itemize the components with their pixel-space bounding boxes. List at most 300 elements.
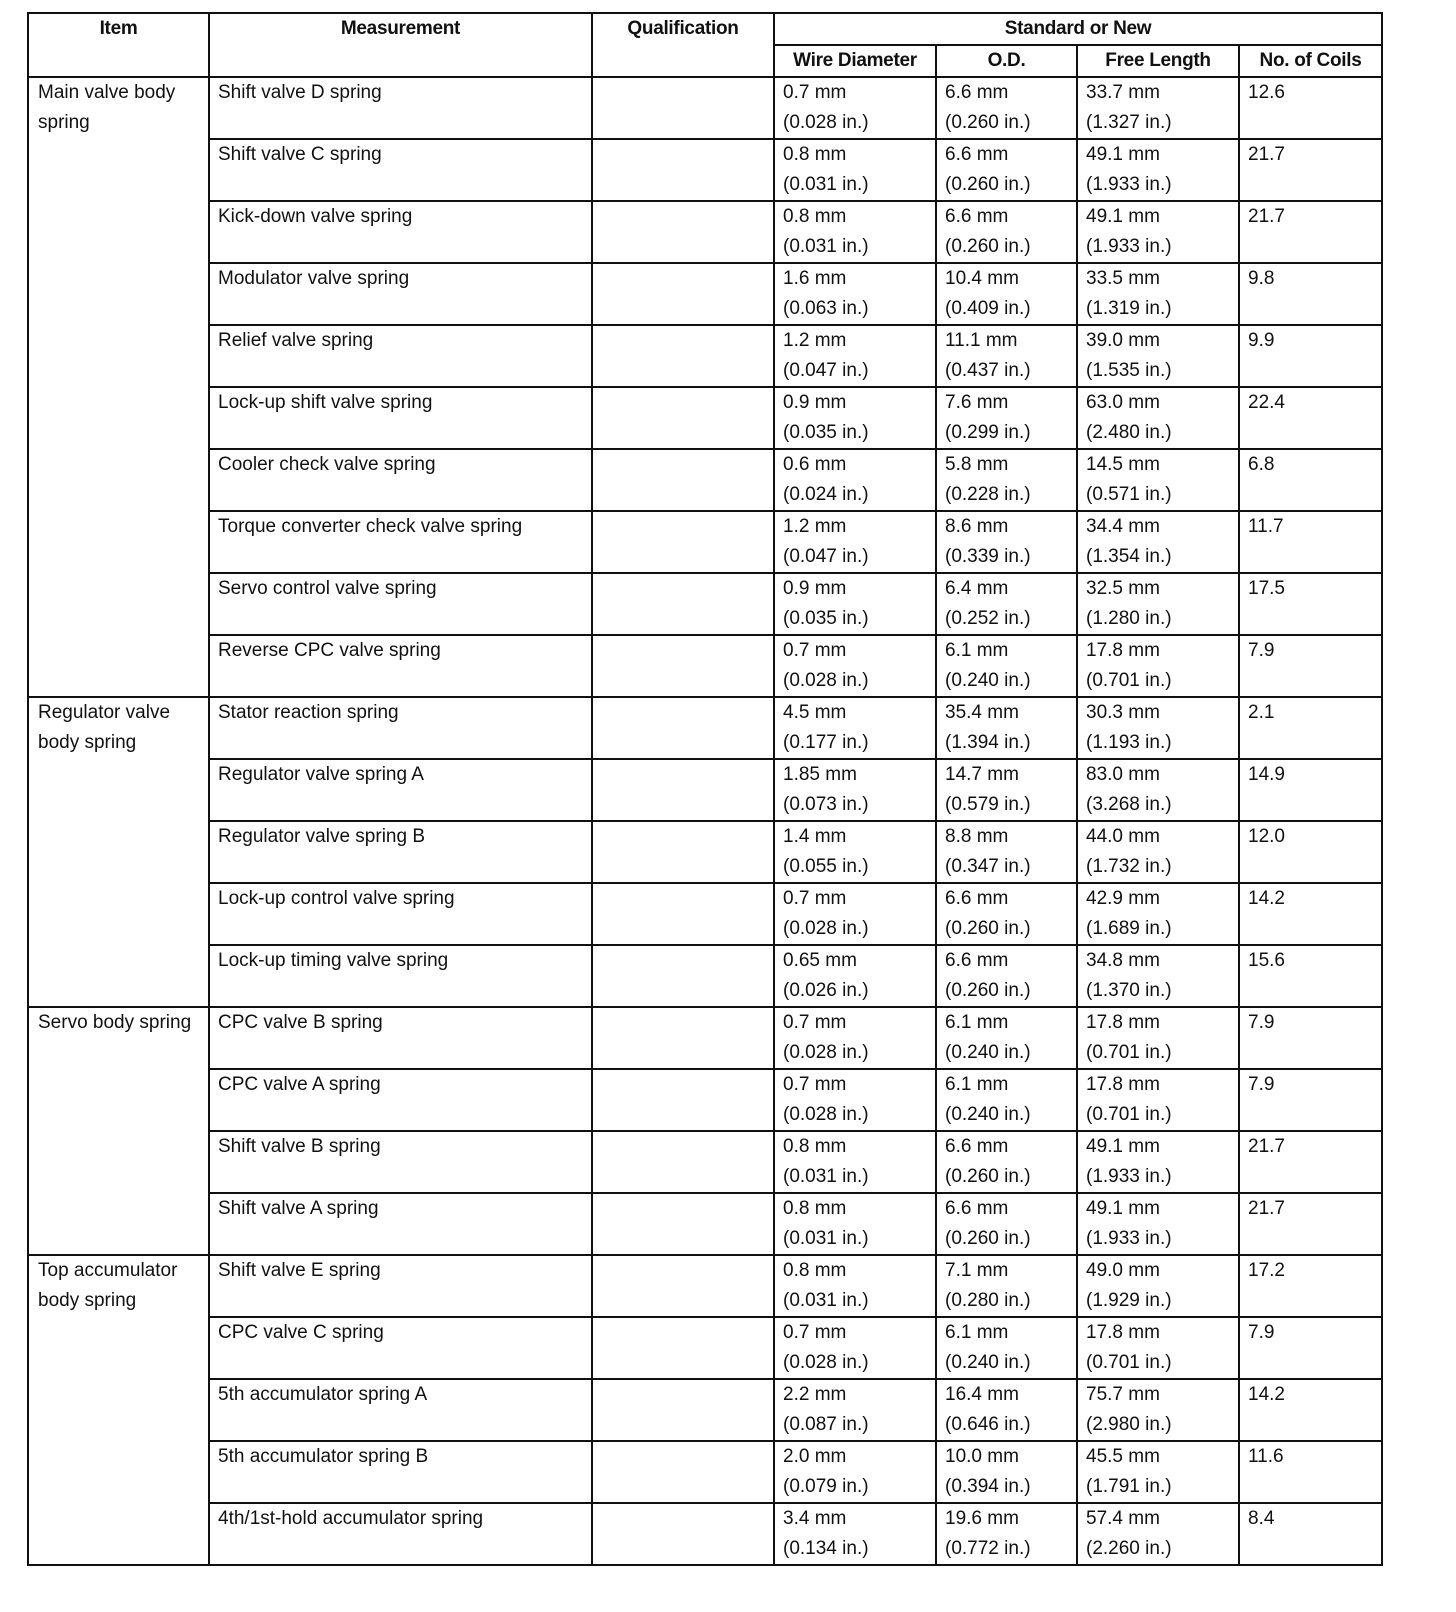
od-mm: 6.1 mm [945, 1322, 1009, 1343]
wire-diameter-cell [774, 1379, 936, 1441]
wire-diameter-in: (0.024 in.) [783, 484, 869, 505]
no-of-coils-value: 7.9 [1248, 1074, 1275, 1095]
no-of-coils-cell [1239, 263, 1382, 325]
od-cell [936, 821, 1077, 883]
free-length-in: (0.571 in.) [1086, 484, 1172, 505]
qualification-cell [592, 139, 774, 201]
table-row [28, 1503, 1382, 1565]
od-mm: 6.4 mm [945, 578, 1009, 599]
measurement-label: Regulator valve spring B [218, 826, 425, 847]
free-length-cell [1077, 1441, 1239, 1503]
table-row [28, 1131, 1382, 1193]
od-cell [936, 449, 1077, 511]
od-cell [936, 1255, 1077, 1317]
no-of-coils-value: 6.8 [1248, 454, 1275, 475]
item-cell [28, 77, 209, 697]
measurement-cell [209, 1069, 592, 1131]
free-length-mm: 34.8 mm [1086, 950, 1160, 971]
wire-diameter-cell [774, 945, 936, 1007]
measurement-label: Lock-up control valve spring [218, 888, 455, 909]
wire-diameter-cell [774, 325, 936, 387]
od-mm: 19.6 mm [945, 1508, 1019, 1529]
measurement-label: Kick-down valve spring [218, 206, 413, 227]
measurement-label: CPC valve A spring [218, 1074, 381, 1095]
no-of-coils-value: 9.8 [1248, 268, 1275, 289]
free-length-cell [1077, 77, 1239, 139]
no-of-coils-value: 12.0 [1248, 826, 1285, 847]
item-label: Servo body spring [38, 1012, 192, 1033]
qualification-cell [592, 1193, 774, 1255]
wire-diameter-mm: 0.65 mm [783, 950, 857, 971]
free-length-cell [1077, 139, 1239, 201]
od-in: (0.260 in.) [945, 112, 1031, 133]
table-row [28, 263, 1382, 325]
measurement-cell [209, 1317, 592, 1379]
free-length-mm: 63.0 mm [1086, 392, 1160, 413]
od-cell [936, 201, 1077, 263]
no-of-coils-cell [1239, 77, 1382, 139]
no-of-coils-cell [1239, 883, 1382, 945]
measurement-cell [209, 449, 592, 511]
od-in: (1.394 in.) [945, 732, 1031, 753]
od-cell [936, 697, 1077, 759]
qualification-cell [592, 1503, 774, 1565]
od-in: (0.646 in.) [945, 1414, 1031, 1435]
no-of-coils-value: 11.7 [1248, 516, 1284, 537]
wire-diameter-in: (0.073 in.) [783, 794, 869, 815]
od-mm: 6.6 mm [945, 82, 1009, 103]
od-cell [936, 77, 1077, 139]
od-cell [936, 1131, 1077, 1193]
no-of-coils-cell [1239, 1255, 1382, 1317]
header-item: Item [28, 13, 209, 77]
wire-diameter-in: (0.028 in.) [783, 112, 869, 133]
free-length-mm: 42.9 mm [1086, 888, 1160, 909]
od-cell [936, 139, 1077, 201]
od-cell [936, 883, 1077, 945]
od-in: (0.240 in.) [945, 1352, 1031, 1373]
qualification-cell [592, 1007, 774, 1069]
wire-diameter-cell [774, 1441, 936, 1503]
free-length-cell [1077, 821, 1239, 883]
wire-diameter-mm: 0.8 mm [783, 144, 847, 165]
free-length-mm: 17.8 mm [1086, 1012, 1160, 1033]
free-length-cell [1077, 263, 1239, 325]
no-of-coils-cell [1239, 945, 1382, 1007]
wire-diameter-in: (0.031 in.) [783, 236, 869, 257]
measurement-cell [209, 573, 592, 635]
od-in: (0.280 in.) [945, 1290, 1031, 1311]
free-length-mm: 49.1 mm [1086, 206, 1160, 227]
od-in: (0.240 in.) [945, 670, 1031, 691]
wire-diameter-mm: 1.4 mm [783, 826, 847, 847]
free-length-in: (1.535 in.) [1086, 360, 1172, 381]
free-length-cell [1077, 1379, 1239, 1441]
table-row [28, 821, 1382, 883]
table-row [28, 1007, 1382, 1069]
table-row [28, 1069, 1382, 1131]
measurement-label: Torque converter check valve spring [218, 516, 523, 537]
free-length-mm: 49.1 mm [1086, 144, 1160, 165]
free-length-cell [1077, 573, 1239, 635]
od-mm: 6.6 mm [945, 950, 1009, 971]
free-length-in: (1.370 in.) [1086, 980, 1172, 1001]
od-cell [936, 325, 1077, 387]
wire-diameter-in: (0.047 in.) [783, 546, 869, 567]
od-mm: 7.1 mm [945, 1260, 1009, 1281]
no-of-coils-value: 12.6 [1248, 82, 1285, 103]
table-row [28, 697, 1382, 759]
wire-diameter-mm: 0.6 mm [783, 454, 847, 475]
wire-diameter-in: (0.035 in.) [783, 608, 869, 629]
qualification-cell [592, 201, 774, 263]
free-length-in: (1.933 in.) [1086, 1228, 1172, 1249]
wire-diameter-in: (0.028 in.) [783, 1042, 869, 1063]
header-qualification: Qualification [592, 13, 774, 77]
no-of-coils-value: 7.9 [1248, 640, 1275, 661]
free-length-cell [1077, 883, 1239, 945]
measurement-cell [209, 759, 592, 821]
od-in: (0.240 in.) [945, 1042, 1031, 1063]
od-in: (0.394 in.) [945, 1476, 1031, 1497]
od-cell [936, 511, 1077, 573]
od-cell [936, 387, 1077, 449]
measurement-label: 4th/1st-hold accumulator spring [218, 1508, 484, 1529]
measurement-label: Cooler check valve spring [218, 454, 436, 475]
free-length-cell [1077, 1317, 1239, 1379]
free-length-in: (1.689 in.) [1086, 918, 1172, 939]
od-in: (0.772 in.) [945, 1538, 1031, 1559]
no-of-coils-value: 8.4 [1248, 1508, 1275, 1529]
free-length-cell [1077, 201, 1239, 263]
measurement-label: CPC valve C spring [218, 1322, 384, 1343]
od-mm: 6.6 mm [945, 206, 1009, 227]
qualification-cell [592, 1317, 774, 1379]
free-length-in: (0.701 in.) [1086, 1352, 1172, 1373]
qualification-cell [592, 449, 774, 511]
wire-diameter-mm: 1.2 mm [783, 516, 847, 537]
od-mm: 6.1 mm [945, 1074, 1009, 1095]
no-of-coils-value: 21.7 [1248, 1136, 1285, 1157]
table-row [28, 139, 1382, 201]
wire-diameter-cell [774, 139, 936, 201]
free-length-cell [1077, 1131, 1239, 1193]
wire-diameter-mm: 2.2 mm [783, 1384, 847, 1405]
header-od: O.D. [936, 45, 1077, 77]
free-length-mm: 30.3 mm [1086, 702, 1160, 723]
measurement-cell [209, 263, 592, 325]
wire-diameter-in: (0.031 in.) [783, 174, 869, 195]
od-cell [936, 1441, 1077, 1503]
measurement-cell [209, 387, 592, 449]
free-length-cell [1077, 1193, 1239, 1255]
measurement-label: Shift valve B spring [218, 1136, 381, 1157]
od-cell [936, 573, 1077, 635]
header-measurement: Measurement [209, 13, 592, 77]
od-cell [936, 1069, 1077, 1131]
od-cell [936, 1317, 1077, 1379]
no-of-coils-value: 17.2 [1248, 1260, 1285, 1281]
qualification-cell [592, 1069, 774, 1131]
wire-diameter-cell [774, 511, 936, 573]
measurement-cell [209, 821, 592, 883]
table-row [28, 201, 1382, 263]
no-of-coils-value: 14.2 [1248, 888, 1285, 909]
free-length-mm: 32.5 mm [1086, 578, 1160, 599]
od-mm: 8.8 mm [945, 826, 1009, 847]
wire-diameter-in: (0.028 in.) [783, 918, 869, 939]
free-length-cell [1077, 511, 1239, 573]
no-of-coils-cell [1239, 573, 1382, 635]
od-mm: 7.6 mm [945, 392, 1009, 413]
wire-diameter-cell [774, 635, 936, 697]
no-of-coils-cell [1239, 1193, 1382, 1255]
wire-diameter-mm: 0.7 mm [783, 1012, 847, 1033]
free-length-in: (2.260 in.) [1086, 1538, 1172, 1559]
no-of-coils-cell [1239, 325, 1382, 387]
no-of-coils-cell [1239, 449, 1382, 511]
no-of-coils-value: 17.5 [1248, 578, 1285, 599]
wire-diameter-cell [774, 1007, 936, 1069]
measurement-cell [209, 1379, 592, 1441]
header-no-of-coils: No. of Coils [1239, 45, 1382, 77]
wire-diameter-cell [774, 573, 936, 635]
od-cell [936, 945, 1077, 1007]
measurement-label: Relief valve spring [218, 330, 374, 351]
free-length-in: (0.701 in.) [1086, 1104, 1172, 1125]
measurement-cell [209, 1441, 592, 1503]
od-in: (0.299 in.) [945, 422, 1031, 443]
measurement-label: Modulator valve spring [218, 268, 410, 289]
no-of-coils-cell [1239, 387, 1382, 449]
no-of-coils-cell [1239, 1131, 1382, 1193]
table-row [28, 1379, 1382, 1441]
free-length-in: (1.933 in.) [1086, 1166, 1172, 1187]
free-length-in: (1.933 in.) [1086, 236, 1172, 257]
qualification-cell [592, 1441, 774, 1503]
free-length-in: (0.701 in.) [1086, 670, 1172, 691]
qualification-cell [592, 697, 774, 759]
wire-diameter-cell [774, 697, 936, 759]
no-of-coils-cell [1239, 1007, 1382, 1069]
no-of-coils-cell [1239, 1441, 1382, 1503]
measurement-cell [209, 77, 592, 139]
od-in: (0.437 in.) [945, 360, 1031, 381]
qualification-cell [592, 387, 774, 449]
free-length-mm: 49.0 mm [1086, 1260, 1160, 1281]
no-of-coils-value: 22.4 [1248, 392, 1285, 413]
qualification-cell [592, 263, 774, 325]
free-length-in: (1.327 in.) [1086, 112, 1172, 133]
table-row [28, 573, 1382, 635]
od-cell [936, 635, 1077, 697]
wire-diameter-cell [774, 1193, 936, 1255]
wire-diameter-mm: 3.4 mm [783, 1508, 847, 1529]
no-of-coils-cell [1239, 1069, 1382, 1131]
table-row [28, 511, 1382, 573]
item-label: Regulator valve body spring [38, 702, 171, 753]
wire-diameter-in: (0.028 in.) [783, 670, 869, 691]
free-length-in: (2.980 in.) [1086, 1414, 1172, 1435]
wire-diameter-cell [774, 263, 936, 325]
free-length-cell [1077, 449, 1239, 511]
qualification-cell [592, 77, 774, 139]
od-in: (0.260 in.) [945, 1166, 1031, 1187]
free-length-in: (2.480 in.) [1086, 422, 1172, 443]
no-of-coils-value: 21.7 [1248, 1198, 1285, 1219]
od-in: (0.339 in.) [945, 546, 1031, 567]
free-length-cell [1077, 1069, 1239, 1131]
free-length-mm: 45.5 mm [1086, 1446, 1160, 1467]
free-length-mm: 49.1 mm [1086, 1198, 1160, 1219]
od-mm: 14.7 mm [945, 764, 1019, 785]
item-cell [28, 1255, 209, 1565]
od-in: (0.260 in.) [945, 918, 1031, 939]
no-of-coils-value: 2.1 [1248, 702, 1275, 723]
od-in: (0.228 in.) [945, 484, 1031, 505]
wire-diameter-mm: 1.85 mm [783, 764, 857, 785]
wire-diameter-in: (0.026 in.) [783, 980, 869, 1001]
no-of-coils-cell [1239, 821, 1382, 883]
table-body [28, 77, 1382, 1565]
table-row [28, 77, 1382, 139]
wire-diameter-cell [774, 449, 936, 511]
free-length-mm: 14.5 mm [1086, 454, 1160, 475]
free-length-in: (1.193 in.) [1086, 732, 1172, 753]
wire-diameter-in: (0.087 in.) [783, 1414, 869, 1435]
wire-diameter-cell [774, 883, 936, 945]
od-cell [936, 1379, 1077, 1441]
wire-diameter-mm: 0.8 mm [783, 206, 847, 227]
measurement-cell [209, 635, 592, 697]
wire-diameter-mm: 2.0 mm [783, 1446, 847, 1467]
no-of-coils-value: 15.6 [1248, 950, 1285, 971]
wire-diameter-mm: 1.2 mm [783, 330, 847, 351]
no-of-coils-value: 9.9 [1248, 330, 1275, 351]
od-mm: 16.4 mm [945, 1384, 1019, 1405]
no-of-coils-cell [1239, 635, 1382, 697]
od-mm: 6.6 mm [945, 1136, 1009, 1157]
measurement-cell [209, 1255, 592, 1317]
measurement-label: Shift valve D spring [218, 82, 382, 103]
free-length-in: (1.354 in.) [1086, 546, 1172, 567]
wire-diameter-cell [774, 1317, 936, 1379]
no-of-coils-cell [1239, 1503, 1382, 1565]
measurement-cell [209, 1503, 592, 1565]
od-mm: 11.1 mm [945, 330, 1018, 351]
free-length-in: (1.929 in.) [1086, 1290, 1172, 1311]
table-row [28, 883, 1382, 945]
wire-diameter-in: (0.035 in.) [783, 422, 869, 443]
wire-diameter-cell [774, 759, 936, 821]
od-mm: 8.6 mm [945, 516, 1009, 537]
od-cell [936, 1503, 1077, 1565]
od-mm: 10.0 mm [945, 1446, 1019, 1467]
od-in: (0.240 in.) [945, 1104, 1031, 1125]
wire-diameter-mm: 0.7 mm [783, 1074, 847, 1095]
od-in: (0.579 in.) [945, 794, 1031, 815]
wire-diameter-in: (0.031 in.) [783, 1228, 869, 1249]
od-mm: 10.4 mm [945, 268, 1019, 289]
no-of-coils-cell [1239, 511, 1382, 573]
wire-diameter-mm: 4.5 mm [783, 702, 847, 723]
qualification-cell [592, 635, 774, 697]
table-row [28, 759, 1382, 821]
table-row [28, 945, 1382, 1007]
od-in: (0.347 in.) [945, 856, 1031, 877]
wire-diameter-in: (0.177 in.) [783, 732, 869, 753]
wire-diameter-in: (0.079 in.) [783, 1476, 869, 1497]
wire-diameter-mm: 0.9 mm [783, 392, 847, 413]
wire-diameter-cell [774, 1255, 936, 1317]
od-mm: 6.1 mm [945, 640, 1009, 661]
no-of-coils-value: 21.7 [1248, 144, 1285, 165]
od-in: (0.260 in.) [945, 236, 1031, 257]
od-mm: 5.8 mm [945, 454, 1009, 475]
wire-diameter-in: (0.028 in.) [783, 1352, 869, 1373]
od-mm: 6.1 mm [945, 1012, 1009, 1033]
od-cell [936, 1007, 1077, 1069]
no-of-coils-cell [1239, 759, 1382, 821]
wire-diameter-mm: 0.8 mm [783, 1198, 847, 1219]
free-length-cell [1077, 387, 1239, 449]
wire-diameter-cell [774, 387, 936, 449]
qualification-cell [592, 511, 774, 573]
free-length-cell [1077, 1503, 1239, 1565]
free-length-mm: 44.0 mm [1086, 826, 1160, 847]
wire-diameter-in: (0.028 in.) [783, 1104, 869, 1125]
free-length-mm: 57.4 mm [1086, 1508, 1160, 1529]
header-wire-diameter: Wire Diameter [774, 45, 936, 77]
measurement-cell [209, 201, 592, 263]
wire-diameter-cell [774, 1131, 936, 1193]
free-length-in: (1.319 in.) [1086, 298, 1172, 319]
free-length-in: (1.280 in.) [1086, 608, 1172, 629]
free-length-in: (1.791 in.) [1086, 1476, 1172, 1497]
free-length-cell [1077, 1007, 1239, 1069]
free-length-cell [1077, 697, 1239, 759]
od-mm: 6.6 mm [945, 1198, 1009, 1219]
qualification-cell [592, 573, 774, 635]
no-of-coils-cell [1239, 1317, 1382, 1379]
wire-diameter-in: (0.031 in.) [783, 1166, 869, 1187]
table-row [28, 635, 1382, 697]
wire-diameter-cell [774, 201, 936, 263]
no-of-coils-value: 7.9 [1248, 1012, 1275, 1033]
wire-diameter-mm: 1.6 mm [783, 268, 847, 289]
measurement-label: Shift valve A spring [218, 1198, 379, 1219]
no-of-coils-cell [1239, 1379, 1382, 1441]
no-of-coils-value: 21.7 [1248, 206, 1285, 227]
wire-diameter-in: (0.047 in.) [783, 360, 869, 381]
od-cell [936, 759, 1077, 821]
wire-diameter-cell [774, 1503, 936, 1565]
table-header [28, 13, 1382, 77]
free-length-mm: 75.7 mm [1086, 1384, 1160, 1405]
wire-diameter-in: (0.063 in.) [783, 298, 869, 319]
table-row [28, 387, 1382, 449]
free-length-in: (3.268 in.) [1086, 794, 1172, 815]
wire-diameter-cell [774, 77, 936, 139]
free-length-in: (1.933 in.) [1086, 174, 1172, 195]
wire-diameter-in: (0.134 in.) [783, 1538, 869, 1559]
od-cell [936, 263, 1077, 325]
wire-diameter-mm: 0.8 mm [783, 1260, 847, 1281]
free-length-cell [1077, 945, 1239, 1007]
qualification-cell [592, 759, 774, 821]
qualification-cell [592, 883, 774, 945]
measurement-label: CPC valve B spring [218, 1012, 383, 1033]
